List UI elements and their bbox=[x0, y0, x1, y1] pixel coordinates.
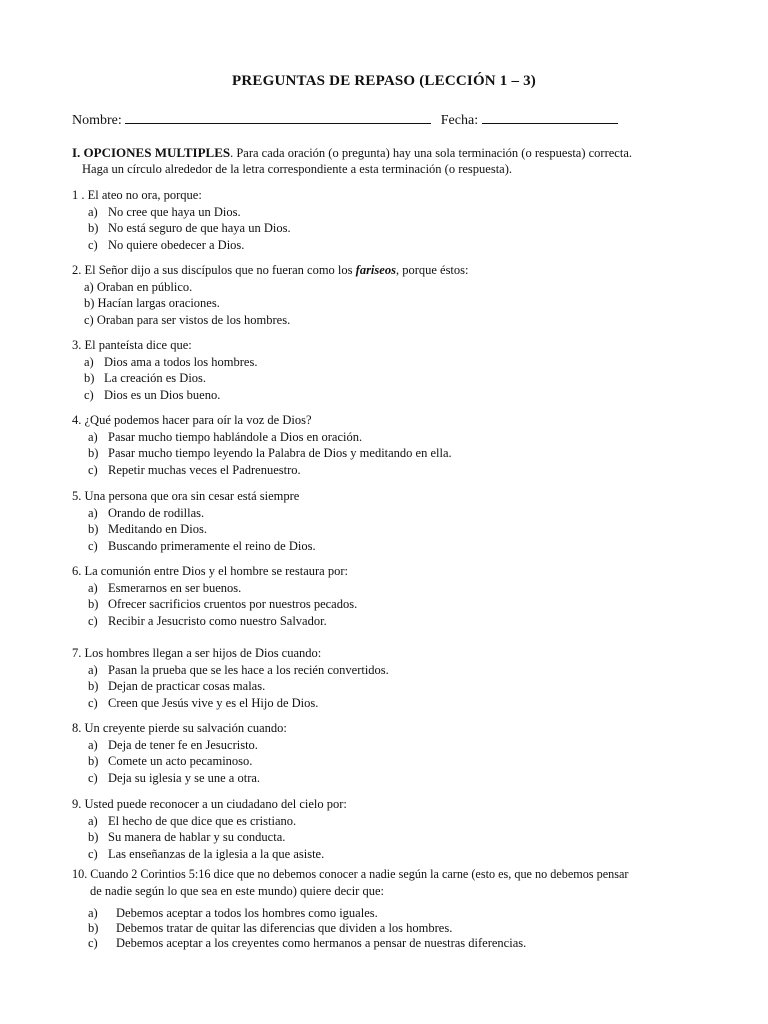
question-6 bbox=[72, 563, 712, 629]
question-9 bbox=[72, 796, 712, 862]
section-heading: I. OPCIONES MULTIPLES bbox=[72, 145, 231, 160]
question-3 bbox=[72, 337, 712, 403]
option-a[interactable]: a) Oraban en público. bbox=[84, 279, 193, 294]
question-4 bbox=[72, 412, 712, 478]
question-stem: 4. ¿Qué podemos hacer para oír la voz de Dios? bbox=[72, 413, 312, 427]
question-stem: 2. El Señor dijo a sus discípulos que no fueran como los fariseos, porque éstos: bbox=[72, 263, 469, 277]
question-2 bbox=[72, 262, 712, 328]
question-stem: 5. Una persona que ora sin cesar está siempre bbox=[72, 489, 300, 503]
option-c[interactable]: c) Las enseñanzas de la iglesia a la que asiste. bbox=[88, 846, 325, 861]
option-c[interactable]: c) Repetir muchas veces el Padrenuestro. bbox=[88, 462, 301, 477]
option-c[interactable]: c) Dios es un Dios bueno. bbox=[84, 387, 221, 402]
question-stem: 6. La comunión entre Dios y el hombre se restaura por: bbox=[72, 564, 348, 578]
option-b[interactable]: b) Meditando en Dios. bbox=[88, 522, 207, 536]
option-c[interactable]: c) Recibir a Jesucristo como nuestro Salvador. bbox=[88, 613, 327, 628]
option-a[interactable]: a) Pasar mucho tiempo hablándole a Dios en oración. bbox=[88, 429, 363, 444]
option-a[interactable]: a) Orando de rodillas. bbox=[88, 505, 205, 520]
option-c[interactable]: c) Oraban para ser vistos de los hombres. bbox=[84, 312, 291, 327]
question-1 bbox=[72, 187, 712, 253]
question-stem: 9. Usted puede reconocer a un ciudadano del cielo por: bbox=[72, 797, 347, 811]
option-b[interactable]: b) Hacían largas oraciones. bbox=[84, 296, 220, 310]
option-a[interactable]: a) El hecho de que dice que es cristiano. bbox=[88, 813, 297, 828]
option-a[interactable]: a) No cree que haya un Dios. bbox=[88, 204, 241, 219]
instructions-line-1: . Para cada oración (o pregunta) hay una sola terminación (o respuesta) correcta. bbox=[230, 146, 632, 160]
question-stem: 7. Los hombres llegan a ser hijos de Dios cuando: bbox=[72, 646, 322, 660]
option-c[interactable]: c) No quiere obedecer a Dios. bbox=[88, 237, 245, 252]
option-c[interactable]: c) Buscando primeramente el reino de Dios. bbox=[88, 538, 316, 553]
option-b[interactable]: b) Dejan de practicar cosas malas. bbox=[88, 679, 266, 693]
option-b[interactable]: b) Comete un acto pecaminoso. bbox=[88, 754, 253, 768]
question-stem-continued: de nadie según lo que sea en este mundo) quiere decir que: bbox=[90, 883, 384, 898]
fecha-label: Fecha: bbox=[440, 113, 479, 128]
option-a[interactable]: a) Deja de tener fe en Jesucristo. bbox=[88, 737, 258, 752]
option-b[interactable]: b) Debemos tratar de quitar las diferencias que dividen a los hombres. bbox=[88, 921, 453, 935]
option-a[interactable]: a) Dios ama a todos los hombres. bbox=[84, 354, 258, 369]
question-stem: 10. Cuando 2 Corintios 5:16 dice que no debemos conocer a nadie según la carne (esto es, que no debemos pensar bbox=[72, 867, 629, 881]
option-b[interactable]: b) La creación es Dios. bbox=[84, 371, 207, 385]
option-a[interactable]: a) Pasan la prueba que se les hace a los recién convertidos. bbox=[88, 662, 389, 677]
page-title: PREGUNTAS DE REPASO (LECCIÓN 1 – 3) bbox=[232, 73, 536, 89]
emphasis-fariseos: fariseos bbox=[355, 263, 396, 277]
question-7 bbox=[72, 645, 712, 711]
question-8 bbox=[72, 720, 712, 786]
question-5 bbox=[72, 488, 712, 554]
option-b[interactable]: b) No está seguro de que haya un Dios. bbox=[88, 221, 291, 235]
option-b[interactable]: b) Su manera de hablar y su conducta. bbox=[88, 830, 286, 844]
instructions-line-2: Haga un círculo alrededor de la letra correspondiente a esta terminación (o respuesta). bbox=[82, 162, 513, 176]
instructions bbox=[72, 145, 682, 177]
question-stem: 3. El panteísta dice que: bbox=[72, 338, 192, 352]
question-stem: 1 . El ateo no ora, porque: bbox=[72, 188, 202, 202]
option-c[interactable]: c) Deja su iglesia y se une a otra. bbox=[88, 770, 261, 785]
question-10 bbox=[72, 866, 712, 951]
option-b[interactable]: b) Ofrecer sacrificios cruentos por nuestros pecados. bbox=[88, 597, 358, 611]
option-a[interactable]: a) Debemos aceptar a todos los hombres como iguales. bbox=[88, 906, 378, 920]
question-stem: 8. Un creyente pierde su salvación cuando: bbox=[72, 721, 287, 735]
option-b[interactable]: b) Pasar mucho tiempo leyendo la Palabra de Dios y meditando en ella. bbox=[88, 446, 452, 460]
option-c[interactable]: c) Creen que Jesús vive y es el Hijo de Dios. bbox=[88, 695, 319, 710]
nombre-field[interactable] bbox=[125, 110, 431, 124]
option-a[interactable]: a) Esmerarnos en ser buenos. bbox=[88, 580, 242, 595]
fecha-field[interactable] bbox=[482, 110, 618, 124]
name-date-row bbox=[72, 110, 618, 129]
nombre-label: Nombre: bbox=[72, 113, 122, 128]
option-c[interactable]: c) Debemos aceptar a los creyentes como hermanos a pensar de nuestras diferencias. bbox=[88, 936, 527, 950]
